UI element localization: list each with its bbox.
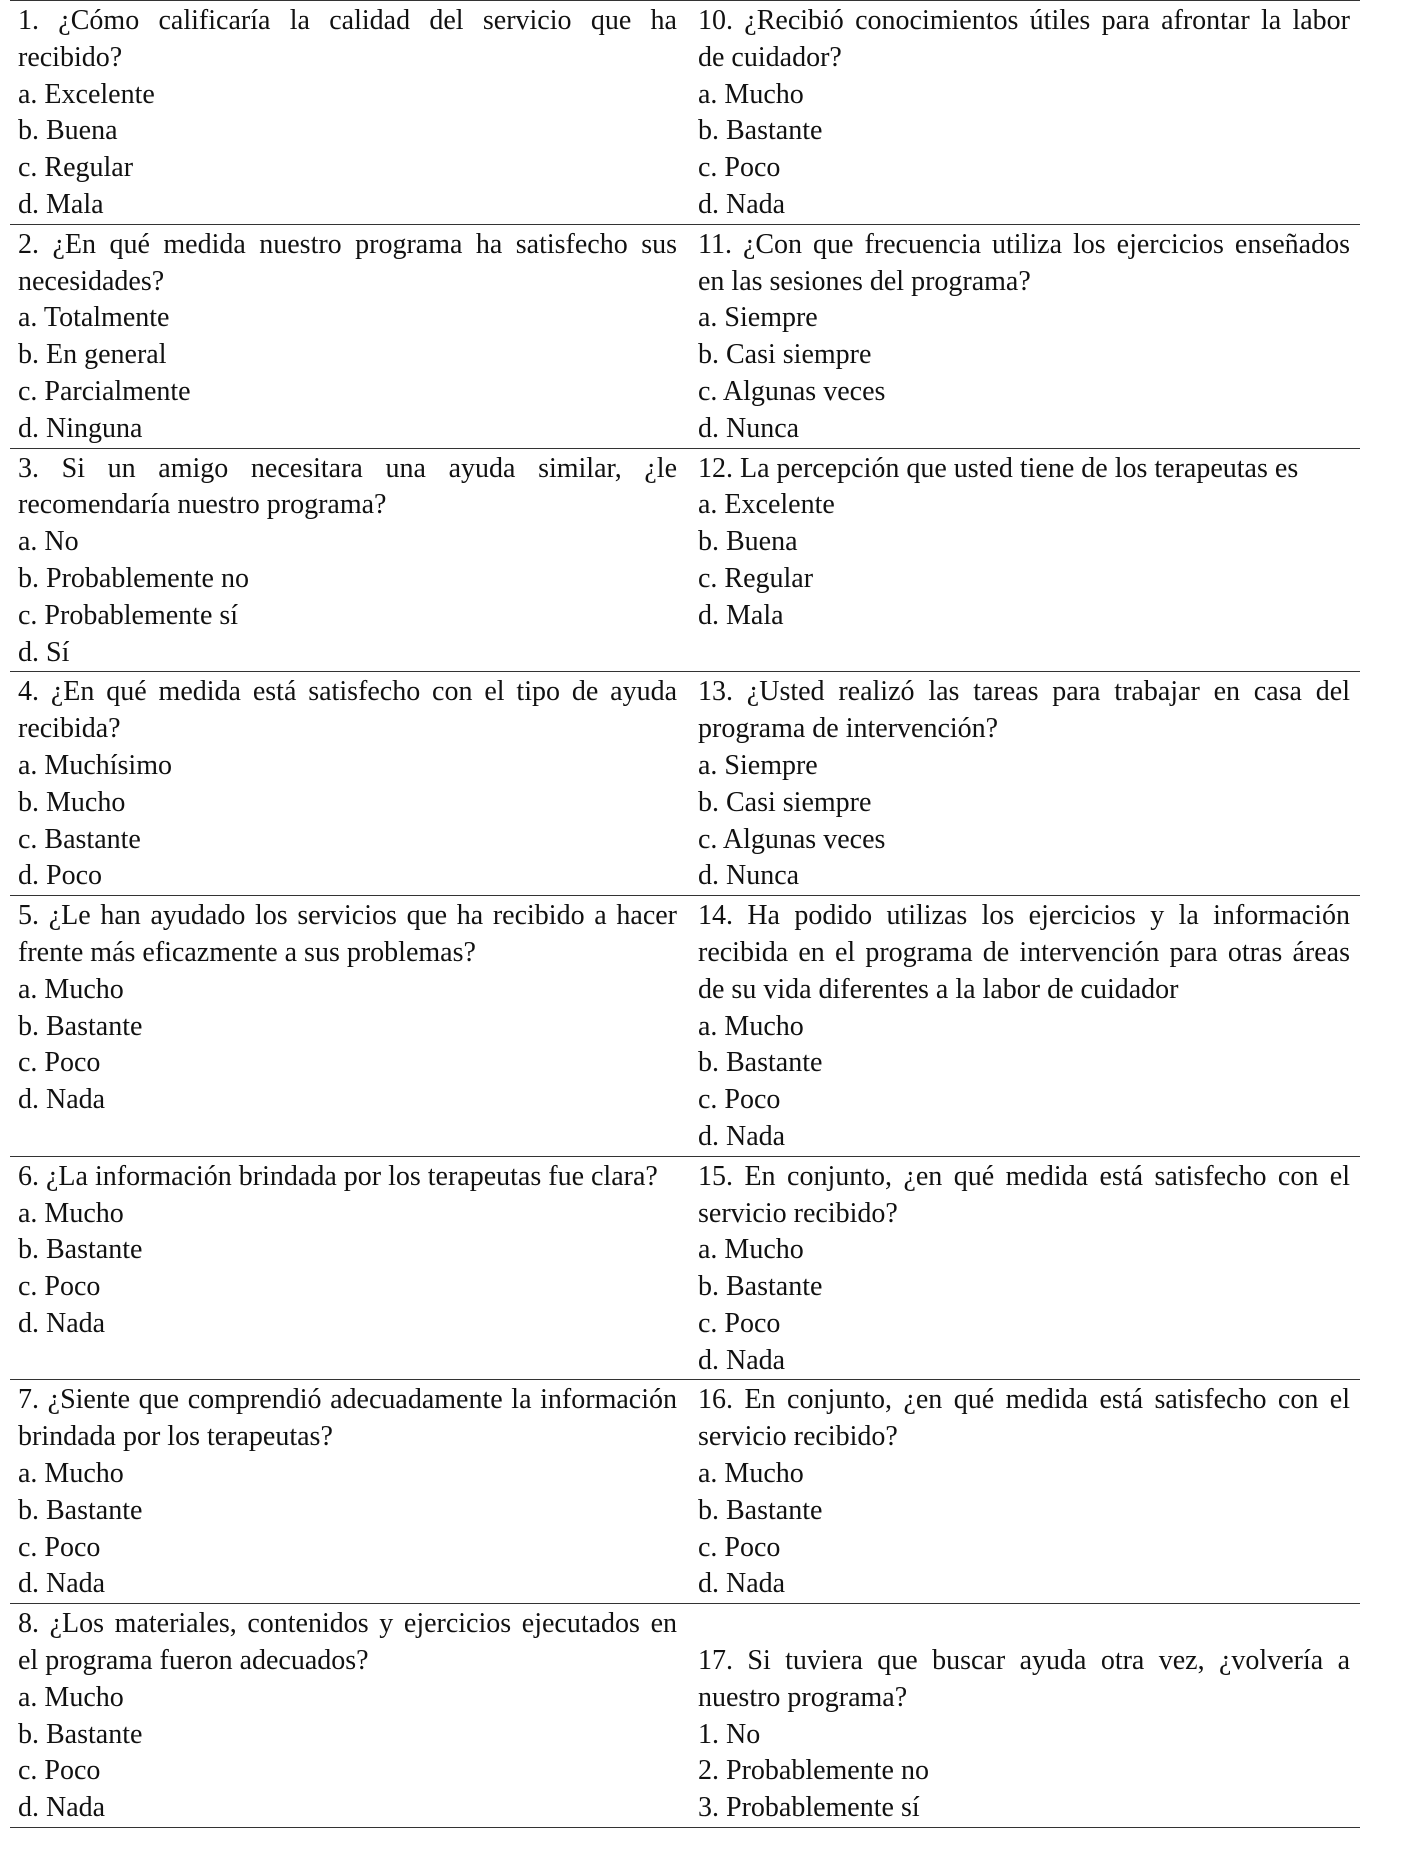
answer-option: d. Nada (18, 1084, 106, 1116)
question-cell (10, 449, 690, 672)
question-cell (10, 672, 690, 895)
question-cell (690, 225, 1360, 448)
question-text: 13. ¿Usted realizó las tareas para trabajar en casa del programa de intervención? (698, 676, 1350, 745)
answer-option: c. Poco (698, 1084, 781, 1116)
answer-option: d. Mala (698, 599, 784, 631)
answer-option: b. Bastante (698, 1494, 823, 1526)
answer-option: a. Siempre (698, 302, 818, 334)
answer-option: a. Mucho (698, 1458, 804, 1490)
answer-option: b. En general (18, 339, 167, 371)
answer-option: b. Buena (18, 115, 118, 147)
question-text: 17. Si tuviera que buscar ayuda otra vez, ¿volvería a nuestro programa? (698, 1645, 1350, 1713)
answer-option: c. Poco (18, 1047, 101, 1079)
question-text: 8. ¿Los materiales, contenidos y ejercicios ejecutados en el programa fueron adecuados? (18, 1608, 677, 1677)
question-text: 1. ¿Cómo calificaría la calidad del servicio que ha recibido? (18, 5, 677, 73)
answer-option: b. Bastante (18, 1234, 143, 1266)
blank-line (698, 1606, 1350, 1643)
question-cell (690, 1604, 1360, 1827)
answer-option: a. Mucho (698, 1010, 804, 1042)
answer-option: a. Mucho (698, 78, 804, 110)
answer-option: c. Regular (698, 562, 814, 594)
question-text: 2. ¿En qué medida nuestro programa ha satisfecho sus necesidades? (18, 228, 677, 297)
answer-option: a. Mucho (18, 1681, 124, 1713)
answer-option: a. Excelente (698, 489, 835, 521)
answer-option: b. Buena (698, 526, 798, 558)
answer-option: 1. No (698, 1718, 761, 1750)
question-text: 11. ¿Con que frecuencia utiliza los ejercicios enseñados en las sesiones del programa? (698, 228, 1350, 297)
answer-option: a. Muchísimo (18, 749, 172, 781)
answer-option: c. Parcialmente (18, 375, 191, 407)
answer-option: d. Nunca (698, 412, 800, 444)
table-row (10, 895, 1360, 1156)
question-text: 3. Si un amigo necesitara una ayuda similar, ¿le recomendaría nuestro programa? (18, 452, 677, 521)
answer-option: c. Poco (698, 1531, 781, 1563)
question-text: 10. ¿Recibió conocimientos útiles para afrontar la labor de cuidador? (698, 5, 1350, 73)
answer-option: d. Nada (18, 1792, 106, 1824)
table-row (10, 1156, 1360, 1380)
answer-option: c. Algunas veces (698, 823, 886, 855)
answer-option: a. Totalmente (18, 302, 170, 334)
answer-option: d. Sí (18, 636, 70, 668)
answer-option: a. Mucho (698, 1234, 804, 1266)
answer-option: b. Bastante (18, 1494, 143, 1526)
answer-option: a. Excelente (18, 78, 155, 110)
answer-option: b. Bastante (18, 1718, 143, 1750)
answer-option: c. Poco (18, 1531, 101, 1563)
question-text: 5. ¿Le han ayudado los servicios que ha recibido a hacer frente más eficazmente a sus problemas? (18, 900, 677, 968)
table-row (10, 671, 1360, 895)
answer-option: c. Algunas veces (698, 375, 886, 407)
answer-option: a. No (18, 526, 79, 558)
answer-option: d. Mala (18, 188, 104, 220)
question-cell (10, 896, 690, 1156)
answer-option: b. Bastante (698, 1271, 823, 1303)
answer-option: a. Mucho (18, 1197, 124, 1229)
answer-option: a. Mucho (18, 973, 124, 1005)
answer-option: a. Siempre (698, 749, 818, 781)
answer-option: c. Regular (18, 152, 134, 184)
answer-option: b. Bastante (18, 1010, 143, 1042)
question-text: 14. Ha podido utilizas los ejercicios y la información recibida en el programa de intervención para otras áreas de su vida diferentes a la labor de cuidador (698, 900, 1350, 1005)
question-text: 4. ¿En qué medida está satisfecho con el tipo de ayuda recibida? (18, 676, 677, 745)
question-text: 15. En conjunto, ¿en qué medida está satisfecho con el servicio recibido? (698, 1160, 1350, 1229)
table-row (10, 224, 1360, 448)
question-text: 12. La percepción que usted tiene de los terapeutas es (698, 452, 1299, 484)
answer-option: c. Poco (698, 152, 781, 184)
answer-option: d. Nada (698, 1120, 786, 1152)
answer-option: b. Mucho (18, 786, 126, 818)
questionnaire-table (10, 0, 1360, 1828)
answer-option: c. Probablemente sí (18, 599, 239, 631)
table-row (10, 1603, 1360, 1828)
question-cell (10, 1157, 690, 1380)
question-text: 16. En conjunto, ¿en qué medida está satisfecho con el servicio recibido? (698, 1384, 1350, 1453)
answer-option: b. Casi siempre (698, 786, 872, 818)
answer-option: d. Nada (18, 1568, 106, 1600)
answer-option: d. Ninguna (18, 412, 143, 444)
answer-option: b. Probablemente no (18, 562, 249, 594)
table-row (10, 1379, 1360, 1603)
answer-option: d. Nada (18, 1307, 106, 1339)
question-cell (10, 1380, 690, 1603)
answer-option: b. Bastante (698, 115, 823, 147)
answer-option: d. Nada (698, 1344, 786, 1376)
answer-option: d. Nada (698, 1568, 786, 1600)
question-cell (690, 1157, 1360, 1380)
question-cell (690, 896, 1360, 1156)
question-text: 6. ¿La información brindada por los terapeutas fue clara? (18, 1160, 658, 1192)
answer-option: c. Poco (18, 1271, 101, 1303)
table-row (10, 448, 1360, 672)
question-cell (690, 449, 1360, 672)
table-row (10, 0, 1360, 224)
question-cell (690, 1, 1360, 224)
answer-option: b. Bastante (698, 1047, 823, 1079)
answer-option: b. Casi siempre (698, 339, 872, 371)
answer-option: a. Mucho (18, 1458, 124, 1490)
answer-option: c. Poco (18, 1755, 101, 1787)
question-cell (690, 672, 1360, 895)
question-cell (690, 1380, 1360, 1603)
answer-option: 2. Probablemente no (698, 1755, 929, 1787)
answer-option: d. Nunca (698, 860, 800, 892)
question-cell (10, 225, 690, 448)
answer-option: 3. Probablemente sí (698, 1792, 920, 1824)
question-cell (10, 1, 690, 224)
question-text: 7. ¿Siente que comprendió adecuadamente la información brindada por los terapeutas? (18, 1384, 677, 1453)
question-cell (10, 1604, 690, 1827)
answer-option: d. Nada (698, 188, 786, 220)
answer-option: c. Bastante (18, 823, 141, 855)
answer-option: c. Poco (698, 1307, 781, 1339)
answer-option: d. Poco (18, 860, 102, 892)
